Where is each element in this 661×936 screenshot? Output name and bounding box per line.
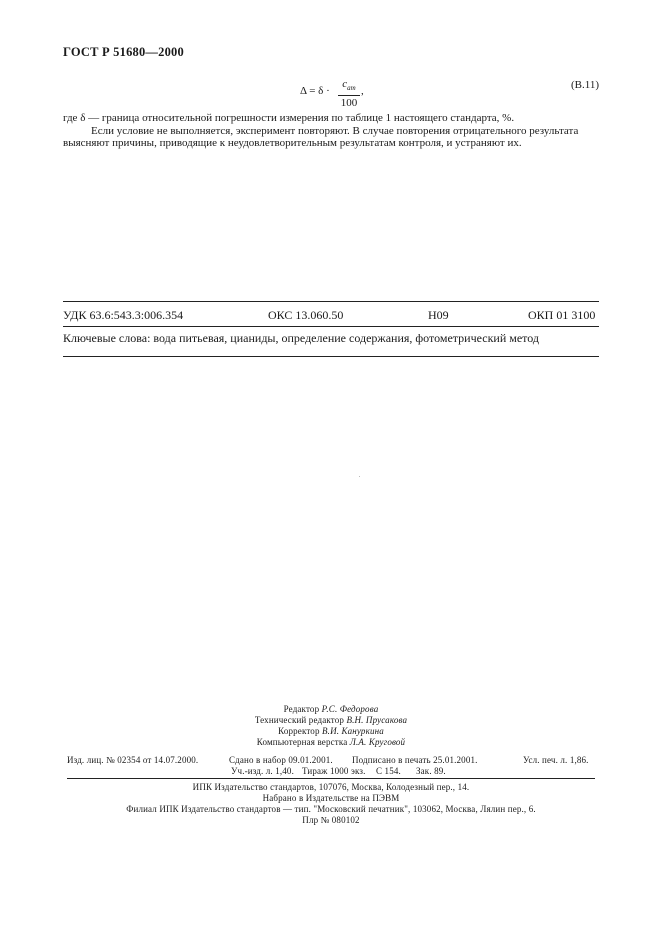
imprint-sheets: Усл. печ. л. 1,86. xyxy=(523,755,589,765)
top-rule xyxy=(63,301,599,302)
bottom-rule xyxy=(63,356,599,357)
standard-header: ГОСТ Р 51680—2000 xyxy=(63,45,184,59)
publisher-line-2: Набрано в Издательстве на ПЭВМ xyxy=(262,793,400,803)
okp-code: ОКП 01 3100 xyxy=(528,308,596,322)
formula-lhs: Δ = δ · xyxy=(300,85,330,97)
middle-rule xyxy=(63,326,599,327)
equation-number: (В.11) xyxy=(571,79,600,91)
formula-denominator: 100 xyxy=(340,97,358,110)
imprint-signed: Подписано в печать 25.01.2001. xyxy=(352,755,478,765)
udk-code: УДК 63.6:543.3:006.354 xyxy=(63,308,184,322)
fraction-bar xyxy=(338,95,360,96)
credit-tech-editor: Технический редактор В.Н. Прусакова xyxy=(254,715,408,725)
credit-layout: Компьютерная верстка Л.А. Круговой xyxy=(256,737,406,747)
imprint-sent: Сдано в набор 09.01.2001. xyxy=(229,755,333,765)
imprint-c: С 154. xyxy=(376,766,401,776)
paragraph-line-1: Если условие не выполняется, эксперимент повторяют. В случае повторения отрицательного результата xyxy=(91,125,579,137)
imprint-rule xyxy=(67,778,595,779)
stray-dot xyxy=(359,476,360,477)
oks-code: ОКС 13.060.50 xyxy=(268,308,344,322)
paragraph-line-2: выясняют причины, приводящие к неудовлетворительным результатам контроля, и устраняют их. xyxy=(63,137,522,149)
classifier-code: Н09 xyxy=(428,308,449,322)
imprint-order: Зак. 89. xyxy=(416,766,446,776)
publisher-line-4: Плр № 080102 xyxy=(302,815,360,825)
keywords: Ключевые слова: вода питьевая, цианиды, определение содержания, фотометрический метод xyxy=(63,331,540,345)
credit-corrector: Корректор В.И. Кануркина xyxy=(278,726,384,736)
imprint-edsheets: Уч.-изд. л. 1,40. xyxy=(231,766,294,776)
formula-numerator: $c_{ат}$ xyxy=(342,78,356,93)
imprint-license: Изд. лиц. № 02354 от 14.07.2000. xyxy=(67,755,199,765)
where-line: где δ — граница относительной погрешности измерения по таблице 1 настоящего стандарта, %. xyxy=(63,112,515,124)
credit-editor: Редактор Р.С. Федорова xyxy=(283,704,379,714)
publisher-line-3: Филиал ИПК Издательство стандартов — тип. "Московский печатник", 103062, Москва, Лялин пер., 6. xyxy=(126,804,536,814)
formula-trail: , xyxy=(361,85,364,97)
formula-fraction xyxy=(338,78,360,109)
imprint-run: Тираж 1000 экз. xyxy=(302,766,366,776)
publisher-line-1: ИПК Издательство стандартов, 107076, Москва, Колодезный пер., 14. xyxy=(192,782,470,792)
